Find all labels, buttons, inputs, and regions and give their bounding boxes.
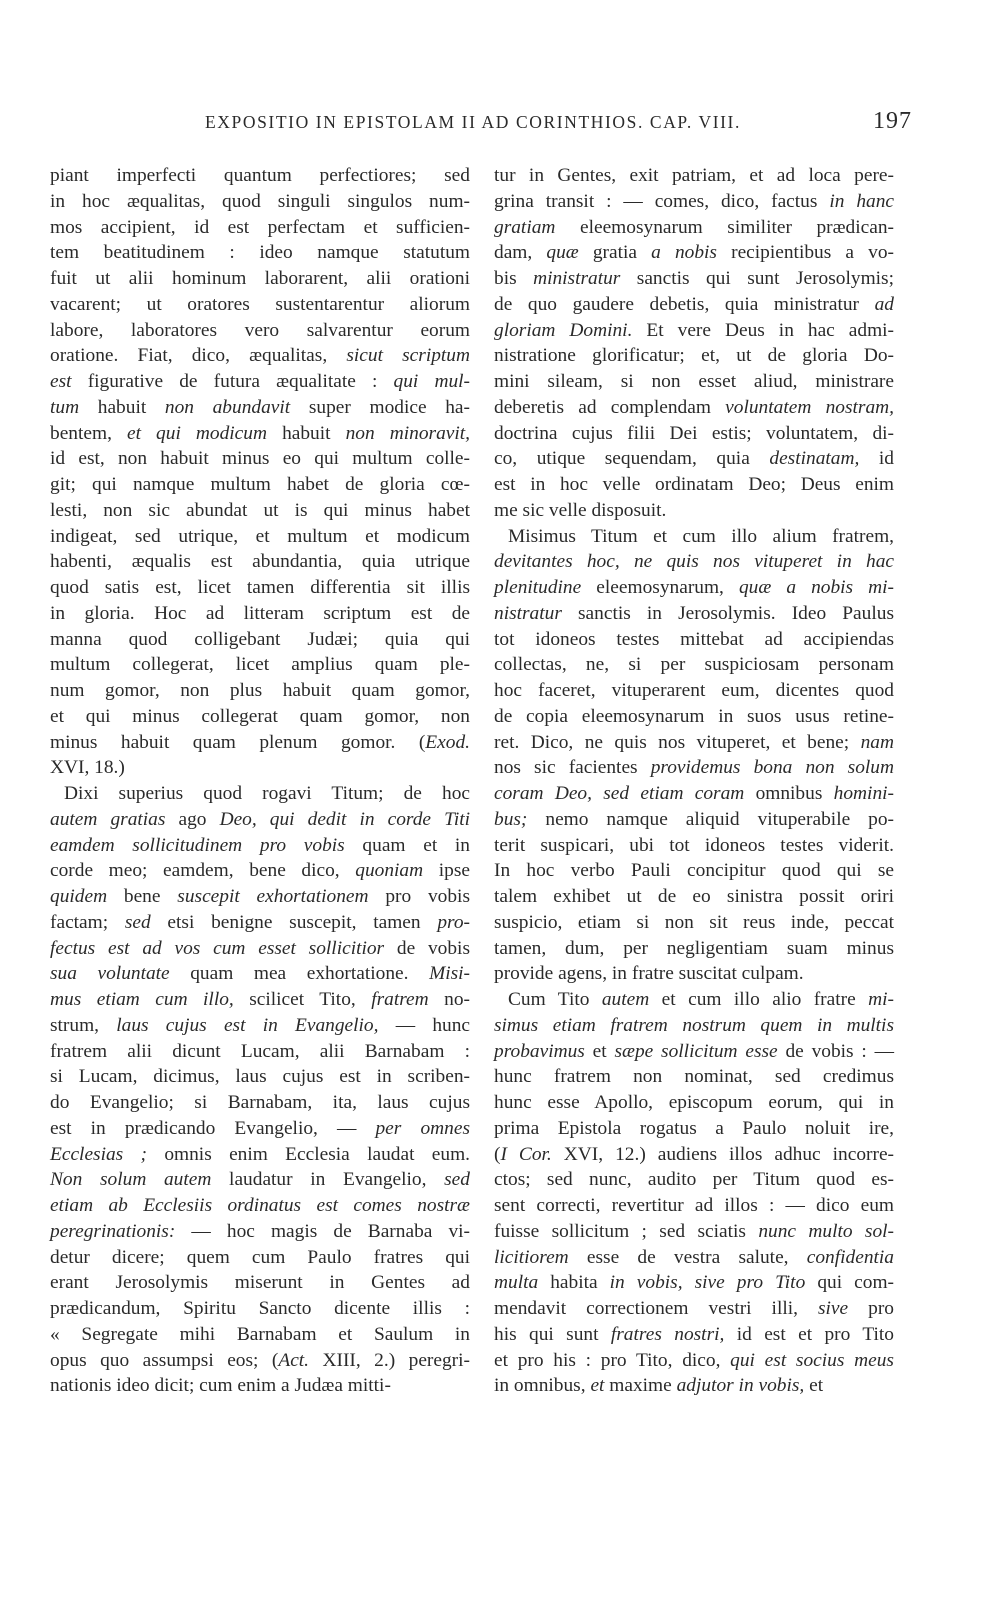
text-segment: suspicio, etiam si non sit reus inde, peccat bbox=[494, 911, 894, 933]
text-segment: in hoc æqualitas, quod singuli singulos num- bbox=[50, 190, 470, 212]
text-line bbox=[50, 1219, 470, 1245]
text-segment: et qui minus collegerat quam gomor, non bbox=[50, 705, 470, 727]
text-segment: in omnibus, bbox=[494, 1375, 591, 1397]
text-segment: prima Epistola rogatus a Paulo noluit ire, bbox=[494, 1117, 894, 1139]
text-segment: doctrina cujus filii Dei estis; voluntatem, di- bbox=[494, 422, 894, 444]
text-segment: id est, non habuit minus eo qui multum colle- bbox=[50, 448, 470, 470]
text-line bbox=[494, 601, 894, 627]
italic-text-segment: fratrem bbox=[371, 989, 429, 1010]
text-segment: et cum illo alio fratre bbox=[649, 989, 869, 1010]
text-segment: fuit ut alii hominum laborarent, alii orationi bbox=[50, 268, 470, 289]
italic-text-segment: quæ bbox=[546, 242, 579, 264]
italic-text-segment: probavimus bbox=[494, 1040, 585, 1062]
text-segment: recipientibus a vo- bbox=[716, 242, 894, 264]
italic-text-segment: ad bbox=[874, 293, 894, 315]
text-line bbox=[494, 1219, 894, 1245]
text-segment: tot idoneos testes mittebat ad accipiendas bbox=[494, 628, 894, 650]
page-number: 197 bbox=[873, 108, 912, 134]
text-line bbox=[494, 575, 894, 601]
text-line bbox=[50, 1348, 470, 1374]
text-segment: habenti, æqualis est abundantia, quia utrique bbox=[50, 551, 470, 573]
text-line bbox=[50, 1193, 470, 1219]
text-segment: est in hoc velle ordinatam Deo; Deus enim bbox=[494, 474, 894, 495]
text-line bbox=[50, 1373, 470, 1399]
text-segment: laudatur in Evangelio, bbox=[211, 1169, 445, 1191]
text-line bbox=[50, 369, 470, 395]
text-segment: XVI, 18.) bbox=[50, 757, 125, 779]
text-line bbox=[494, 730, 894, 756]
italic-text-segment: pro- bbox=[437, 911, 470, 933]
text-line bbox=[50, 807, 470, 833]
text-line bbox=[494, 704, 894, 730]
text-segment: — hoc magis de Barnaba vi- bbox=[175, 1220, 470, 1242]
text-line bbox=[50, 961, 470, 987]
italic-text-segment: sua voluntate bbox=[50, 963, 170, 985]
text-segment: tur in Gentes, exit patriam, et ad loca pere- bbox=[494, 165, 894, 186]
text-segment: XIII, 2.) peregri- bbox=[309, 1349, 470, 1371]
text-line bbox=[494, 833, 894, 859]
text-segment: et bbox=[804, 1375, 824, 1397]
text-segment: mini sileam, si non esset aliud, ministrare bbox=[494, 371, 894, 392]
text-line bbox=[494, 292, 894, 318]
text-line bbox=[50, 1039, 470, 1065]
text-segment: omnibus bbox=[744, 783, 834, 804]
italic-text-segment: non minoravit, bbox=[345, 422, 471, 444]
italic-text-segment: in hanc bbox=[829, 190, 895, 212]
text-line bbox=[494, 1167, 894, 1193]
text-segment: mendavit correctionem vestri illi, bbox=[494, 1298, 818, 1319]
text-line bbox=[494, 1373, 894, 1399]
text-line bbox=[494, 395, 894, 421]
italic-text-segment: devitantes hoc, ne quis nos vituperet in hac bbox=[494, 551, 894, 573]
text-line bbox=[50, 884, 470, 910]
text-segment: erant Jerosolymis miserunt in Gentes ad bbox=[50, 1272, 470, 1294]
text-line bbox=[494, 1270, 894, 1296]
text-line bbox=[50, 833, 470, 859]
italic-text-segment: gratiam bbox=[494, 216, 556, 238]
text-segment: manna quod colligebant Judæi; quia qui bbox=[50, 628, 470, 650]
text-line bbox=[494, 1039, 894, 1065]
italic-text-segment: nam bbox=[860, 731, 894, 753]
text-line bbox=[50, 395, 470, 421]
italic-text-segment: Misi- bbox=[429, 963, 470, 985]
text-segment: tamen, dum, per negligentiam suam minus bbox=[494, 937, 894, 959]
italic-text-segment: gloriam Domini. bbox=[494, 319, 633, 341]
text-segment: vacarent; ut oratores sustentarentur aliorum bbox=[50, 293, 470, 315]
text-segment: corde meo; eamdem, bene dico, bbox=[50, 860, 356, 882]
text-line bbox=[50, 446, 470, 472]
text-line bbox=[50, 781, 470, 807]
text-segment: num gomor, non plus habuit quam gomor, bbox=[50, 680, 470, 701]
italic-text-segment: sive bbox=[817, 1298, 849, 1319]
text-segment: git; qui namque multum habet de gloria cœ- bbox=[50, 474, 470, 495]
text-segment: eleemosynarum similiter prædican- bbox=[555, 216, 894, 238]
text-segment: de vobis : — bbox=[777, 1040, 894, 1062]
italic-text-segment: per omnes bbox=[375, 1117, 470, 1139]
italic-text-segment: licitiorem bbox=[494, 1246, 569, 1268]
text-segment: deberetis ad complendam bbox=[494, 396, 726, 418]
italic-text-segment: Act. bbox=[278, 1349, 310, 1371]
text-line bbox=[50, 189, 470, 215]
right-text-column bbox=[494, 163, 894, 1399]
text-line bbox=[494, 1090, 894, 1116]
text-line bbox=[50, 1013, 470, 1039]
text-line bbox=[494, 884, 894, 910]
text-line bbox=[494, 472, 894, 498]
text-segment: XVI, 12.) audiens illos adhuc incorre- bbox=[551, 1143, 895, 1165]
text-line bbox=[494, 369, 894, 395]
text-line bbox=[494, 1245, 894, 1271]
italic-text-segment: sed bbox=[124, 911, 151, 933]
text-line bbox=[494, 1116, 894, 1142]
italic-text-segment: a nobis bbox=[651, 242, 717, 264]
text-segment: in gloria. Hoc ad litteram scriptum est de bbox=[50, 602, 470, 624]
text-segment: fuisse sollicitum ; sed sciatis bbox=[494, 1220, 759, 1242]
text-line bbox=[50, 704, 470, 730]
text-segment: bis bbox=[494, 268, 534, 289]
text-line bbox=[50, 343, 470, 369]
text-segment: nistratione glorificatur; et, ut de gloria Do- bbox=[494, 345, 894, 367]
text-line bbox=[50, 266, 470, 292]
text-line bbox=[50, 987, 470, 1013]
text-segment: his qui sunt bbox=[494, 1323, 611, 1345]
text-line bbox=[494, 627, 894, 653]
text-segment: nos sic facientes bbox=[494, 757, 651, 779]
italic-text-segment: providemus bona non solum bbox=[650, 757, 895, 779]
italic-text-segment: fratres nostri, bbox=[610, 1323, 725, 1345]
text-segment: esse de vestra salute, bbox=[568, 1246, 807, 1268]
text-line bbox=[494, 215, 894, 241]
text-segment: bentem, bbox=[50, 422, 127, 444]
text-segment: oratione. Fiat, dico, æqualitas, bbox=[50, 345, 347, 367]
italic-text-segment: sæpe sollicitum esse bbox=[614, 1040, 778, 1062]
text-line bbox=[494, 858, 894, 884]
italic-text-segment: sed bbox=[444, 1169, 470, 1191]
italic-text-segment: coram Deo, sed etiam coram bbox=[494, 783, 745, 804]
text-segment: super modice ha- bbox=[290, 396, 470, 418]
text-line bbox=[50, 1245, 470, 1271]
text-line bbox=[50, 755, 470, 781]
italic-text-segment: suscepit exhortationem bbox=[177, 886, 369, 907]
text-line bbox=[494, 652, 894, 678]
italic-text-segment: nunc multo sol- bbox=[758, 1220, 894, 1242]
text-segment: detur dicere; quem cum Paulo fratres qui bbox=[50, 1246, 470, 1268]
text-line bbox=[50, 421, 470, 447]
text-line bbox=[494, 498, 894, 524]
italic-text-segment: autem gratias bbox=[50, 808, 166, 830]
text-line bbox=[494, 189, 894, 215]
text-line bbox=[494, 1013, 894, 1039]
text-segment: ipse bbox=[423, 860, 470, 882]
text-line bbox=[50, 601, 470, 627]
text-segment: nemo namque aliquid vituperabile po- bbox=[527, 808, 894, 830]
text-line bbox=[494, 524, 894, 550]
text-line bbox=[50, 163, 470, 189]
text-line bbox=[494, 1348, 894, 1374]
text-segment: multum collegerat, licet amplius quam ple- bbox=[50, 654, 470, 676]
text-line bbox=[50, 627, 470, 653]
italic-text-segment: est bbox=[50, 371, 72, 392]
text-segment: prædicandum, Spiritu Sancto dicente illis : bbox=[50, 1298, 470, 1319]
italic-text-segment: bus; bbox=[494, 808, 528, 830]
text-segment: sanctis qui sunt Jerosolymis; bbox=[620, 268, 894, 289]
text-segment: Dixi superius quod rogavi Titum; de hoc bbox=[64, 783, 470, 804]
italic-text-segment: ministratur bbox=[533, 268, 621, 289]
italic-text-segment: multa bbox=[494, 1272, 539, 1294]
text-segment: indigeat, sed utrique, et multum et modicum bbox=[50, 525, 470, 547]
italic-text-segment: quæ a nobis mi- bbox=[738, 577, 894, 598]
text-segment: habuit bbox=[79, 396, 165, 418]
text-segment: lesti, non sic abundat ut is qui minus habet bbox=[50, 499, 470, 521]
text-line bbox=[50, 936, 470, 962]
text-line bbox=[494, 678, 894, 704]
text-line bbox=[494, 1296, 894, 1322]
text-line bbox=[494, 1142, 894, 1168]
text-line bbox=[494, 421, 894, 447]
italic-text-segment: fectus est ad vos cum esset sollicitior bbox=[50, 937, 385, 959]
text-segment: talem exhibet ut de eo sinistra possit oriri bbox=[494, 886, 894, 907]
italic-text-segment: eamdem sollicitudinem pro vobis bbox=[50, 834, 345, 856]
text-segment: strum, bbox=[50, 1014, 117, 1036]
text-segment: si Lucam, dicimus, laus cujus est in scriben- bbox=[50, 1066, 470, 1088]
text-segment: gratia bbox=[578, 242, 652, 264]
text-segment: omnis enim Ecclesia laudat eum. bbox=[147, 1143, 471, 1165]
italic-text-segment: etiam ab Ecclesiis ordinatus est comes nostræ bbox=[50, 1195, 470, 1216]
text-segment: « Segregate mihi Barnabam et Saulum in bbox=[50, 1323, 470, 1345]
italic-text-segment: adjutor in vobis, bbox=[676, 1375, 805, 1397]
text-segment: bene bbox=[107, 886, 178, 907]
text-segment: est in prædicando Evangelio, — bbox=[50, 1117, 376, 1139]
italic-text-segment: nistratur bbox=[494, 602, 562, 624]
text-segment: ( bbox=[494, 1143, 501, 1165]
text-segment: quod satis est, licet tamen differentia sit illis bbox=[50, 577, 470, 598]
text-segment: ret. Dico, ne quis nos vituperet, et bene; bbox=[494, 731, 861, 753]
text-segment: Et vere Deus in hac admi- bbox=[632, 319, 894, 341]
text-line bbox=[494, 163, 894, 189]
running-title: EXPOSITIO IN EPISTOLAM II AD CORINTHIOS. CAP. VIII. bbox=[205, 112, 741, 132]
text-segment: hoc faceret, vituperarent eum, dicentes quod bbox=[494, 680, 894, 701]
italic-text-segment: plenitudine bbox=[494, 577, 582, 598]
text-segment: — hunc bbox=[378, 1014, 471, 1036]
text-segment: provide agens, in fratre suscitat culpam. bbox=[494, 963, 804, 985]
italic-text-segment: homini- bbox=[833, 783, 894, 804]
italic-text-segment: autem bbox=[601, 989, 650, 1010]
italic-text-segment: quidem bbox=[50, 886, 108, 907]
italic-text-segment: Exod. bbox=[425, 731, 470, 753]
text-line bbox=[494, 781, 894, 807]
text-segment: sanctis in Jerosolymis. Ideo Paulus bbox=[561, 602, 894, 624]
text-line bbox=[50, 1296, 470, 1322]
text-line bbox=[50, 1167, 470, 1193]
text-line bbox=[494, 1322, 894, 1348]
text-segment: hunc fratrem non nominat, sed credimus bbox=[494, 1066, 894, 1088]
text-line bbox=[50, 318, 470, 344]
text-line bbox=[50, 910, 470, 936]
italic-text-segment: quoniam bbox=[355, 860, 424, 882]
italic-text-segment: destinatam, bbox=[769, 448, 860, 470]
text-segment: et pro his : pro Tito, dico, bbox=[494, 1349, 731, 1371]
text-segment: et bbox=[584, 1040, 615, 1062]
text-line bbox=[494, 755, 894, 781]
text-segment: collectas, ne, si per suspiciosam personam bbox=[494, 654, 894, 676]
text-segment: hunc esse Apollo, episcopum eorum, qui in bbox=[494, 1092, 894, 1113]
text-line bbox=[494, 936, 894, 962]
text-segment: pro bbox=[848, 1298, 895, 1319]
text-segment: tem beatitudinem : ideo namque statutum bbox=[50, 242, 470, 264]
text-segment: ctos; sed nunc, audito per Titum quod es- bbox=[494, 1169, 894, 1191]
text-line bbox=[50, 1090, 470, 1116]
text-line bbox=[494, 987, 894, 1013]
text-line bbox=[494, 549, 894, 575]
italic-text-segment: simus etiam fratrem nostrum quem in multis bbox=[494, 1014, 894, 1036]
text-segment: id est et pro Tito bbox=[724, 1323, 894, 1345]
italic-text-segment: confidentia bbox=[806, 1246, 894, 1268]
italic-text-segment: sicut scriptum bbox=[346, 345, 471, 367]
text-segment: quam et in bbox=[344, 834, 470, 856]
text-segment: maxime bbox=[604, 1375, 677, 1397]
text-segment: etsi benigne suscepit, tamen bbox=[150, 911, 438, 933]
text-segment: quam mea exhortatione. bbox=[169, 963, 430, 985]
text-segment: Cum Tito bbox=[508, 989, 602, 1010]
italic-text-segment: in vobis, sive pro Tito bbox=[609, 1272, 806, 1294]
text-segment: nationis ideo dicit; cum enim a Judæa mitti- bbox=[50, 1375, 391, 1397]
italic-text-segment: laus cujus est in Evangelio, bbox=[116, 1014, 379, 1036]
text-line bbox=[50, 498, 470, 524]
text-segment: opus quo assumpsi eos; ( bbox=[50, 1349, 279, 1371]
text-segment: habuit bbox=[267, 422, 346, 444]
text-line bbox=[494, 240, 894, 266]
text-line bbox=[494, 807, 894, 833]
text-segment: id bbox=[859, 448, 894, 470]
text-segment: dam, bbox=[494, 242, 547, 264]
text-line bbox=[494, 1064, 894, 1090]
text-segment: me sic velle disposuit. bbox=[494, 499, 667, 521]
text-line bbox=[50, 858, 470, 884]
text-segment: Misimus Titum et cum illo alium fratrem, bbox=[508, 525, 894, 547]
italic-text-segment: mus etiam cum illo, bbox=[50, 989, 234, 1010]
text-segment: de copia eleemosynarum in suos usus retine- bbox=[494, 705, 894, 727]
text-segment: scilicet Tito, bbox=[233, 989, 372, 1010]
text-segment: fratrem alii dicunt Lucam, alii Barnabam : bbox=[50, 1040, 470, 1062]
italic-text-segment: tum bbox=[50, 396, 80, 418]
text-line bbox=[50, 1270, 470, 1296]
text-segment: terit suspicari, ubi tot idoneos testes viderit. bbox=[494, 834, 894, 856]
text-line bbox=[494, 961, 894, 987]
text-segment: minus habuit quam plenum gomor. ( bbox=[50, 731, 426, 753]
text-segment: qui com- bbox=[805, 1272, 894, 1294]
text-line bbox=[50, 1322, 470, 1348]
text-segment: habita bbox=[538, 1272, 610, 1294]
text-segment: de vobis bbox=[384, 937, 470, 959]
text-line bbox=[50, 524, 470, 550]
italic-text-segment: Ecclesias ; bbox=[50, 1143, 148, 1165]
italic-text-segment: non abundavit bbox=[164, 396, 291, 418]
italic-text-segment: voluntatem nostram, bbox=[725, 396, 894, 418]
italic-text-segment: qui est socius meus bbox=[730, 1349, 894, 1371]
text-segment: grina transit : — comes, dico, factus bbox=[494, 190, 830, 212]
running-header bbox=[200, 108, 912, 138]
text-segment: do Evangelio; si Barnabam, ita, laus cujus bbox=[50, 1092, 470, 1113]
text-segment: figurative de futura æqualitate : bbox=[71, 371, 394, 392]
text-line bbox=[50, 678, 470, 704]
text-line bbox=[50, 1142, 470, 1168]
text-line bbox=[50, 1116, 470, 1142]
text-segment: factam; bbox=[50, 911, 125, 933]
text-line bbox=[50, 472, 470, 498]
text-segment: no- bbox=[428, 989, 470, 1010]
text-line bbox=[50, 575, 470, 601]
text-line bbox=[494, 318, 894, 344]
text-segment: piant imperfecti quantum perfectiores; sed bbox=[50, 165, 470, 186]
text-line bbox=[494, 343, 894, 369]
text-segment: In hoc verbo Pauli concipitur quod qui se bbox=[494, 860, 894, 882]
italic-text-segment: et bbox=[590, 1375, 605, 1397]
text-segment: eleemosynarum, bbox=[581, 577, 739, 598]
text-line bbox=[494, 1193, 894, 1219]
text-line bbox=[50, 549, 470, 575]
italic-text-segment: I Cor. bbox=[500, 1143, 552, 1165]
italic-text-segment: peregrinationis: bbox=[50, 1220, 176, 1242]
text-line bbox=[494, 910, 894, 936]
text-line bbox=[50, 215, 470, 241]
text-segment: sent correcti, revertitur ad illos : — dico eum bbox=[494, 1195, 894, 1216]
text-line bbox=[50, 240, 470, 266]
text-segment: de quo gaudere debetis, quia ministratur bbox=[494, 293, 875, 315]
italic-text-segment: mi- bbox=[868, 989, 894, 1010]
left-text-column bbox=[50, 163, 470, 1399]
italic-text-segment: et qui modicum bbox=[127, 422, 267, 444]
text-segment: co, utique sequendam, quia bbox=[494, 448, 770, 470]
text-segment: ago bbox=[165, 808, 220, 830]
text-segment: pro vobis bbox=[368, 886, 470, 907]
text-line bbox=[494, 446, 894, 472]
text-line bbox=[50, 652, 470, 678]
text-segment: labore, laboratores vero salvarentur eorum bbox=[50, 319, 470, 341]
italic-text-segment: Non solum autem bbox=[50, 1169, 212, 1191]
italic-text-segment: qui mul- bbox=[393, 371, 470, 392]
text-line bbox=[50, 730, 470, 756]
text-line bbox=[50, 1064, 470, 1090]
text-line bbox=[494, 266, 894, 292]
text-segment: mos accipient, id est perfectam et sufficien- bbox=[50, 216, 470, 238]
italic-text-segment: Deo, qui dedit in corde Titi bbox=[219, 808, 470, 830]
text-line bbox=[50, 292, 470, 318]
